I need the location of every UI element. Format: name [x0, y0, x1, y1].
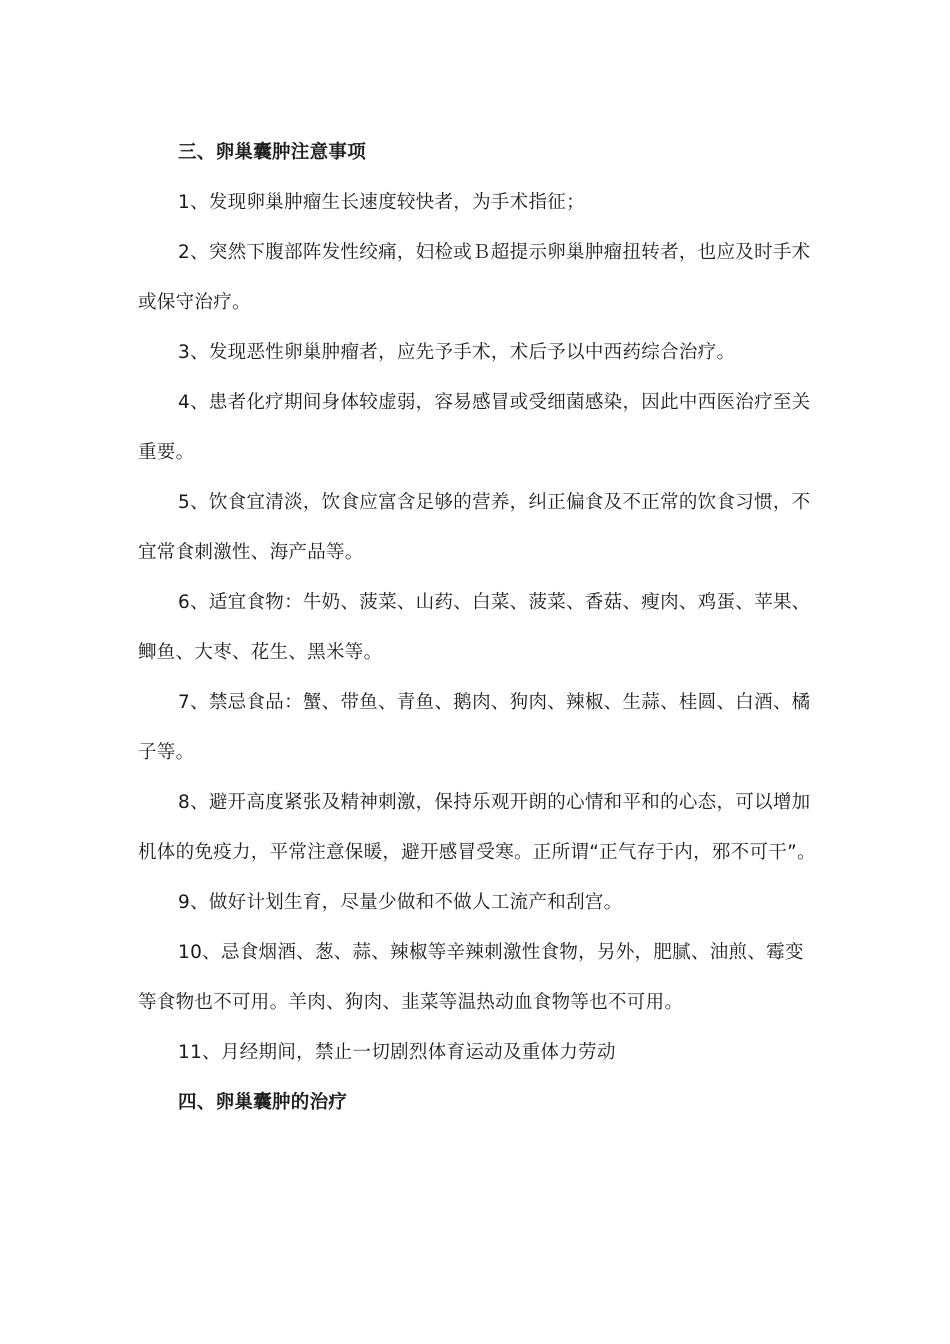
list-item-10: 10、忌食烟酒、葱、蒜、辣椒等辛辣刺激性食物，另外，肥腻、油煎、霉变等食物也不可用。羊肉、狗肉、韭菜等温热动血食物等也不可用。 [138, 942, 804, 1013]
list-item-3: 3、发现恶性卵巢肿瘤者，应先予手术，术后予以中西药综合治疗。 [178, 342, 736, 363]
list-item-8: 8、避开高度紧张及精神刺激，保持乐观开朗的心情和平和的心态，可以增加机体的免疫力，平常注意保暖，避开感冒受寒。正所谓“正气存于内，邪不可干”。 [138, 792, 816, 863]
list-item-9: 9、做好计划生育，尽量少做和不做人工流产和刮宫。 [178, 892, 623, 913]
document-body [138, 128, 818, 1128]
list-item-6: 6、适宜食物：牛奶、菠菜、山药、白菜、菠菜、香菇、瘦肉、鸡蛋、苹果、鲫鱼、大枣、花生、黑米等。 [138, 592, 811, 663]
section-3-heading: 三、卵巢囊肿注意事项 [178, 142, 367, 163]
list-item-7: 7、禁忌食品：蟹、带鱼、青鱼、鹅肉、狗肉、辣椒、生蒜、桂圆、白酒、橘子等。 [138, 692, 811, 763]
section-4-heading: 四、卵巢囊肿的治疗 [178, 1092, 348, 1113]
list-item-2: 2、突然下腹部阵发性绞痛，妇检或Ｂ超提示卵巢肿瘤扭转者，也应及时手术或保守治疗。 [138, 242, 811, 313]
list-item-1: 1、发现卵巢肿瘤生长速度较快者，为手术指征； [178, 192, 585, 213]
list-item-5: 5、饮食宜清淡，饮食应富含足够的营养，纠正偏食及不正常的饮食习惯，不宜常食刺激性、海产品等。 [138, 492, 811, 563]
list-item-11: 11、月经期间，禁止一切剧烈体育运动及重体力劳动 [178, 1042, 616, 1063]
list-item-4: 4、患者化疗期间身体较虚弱，容易感冒或受细菌感染，因此中西医治疗至关重要。 [138, 392, 811, 463]
